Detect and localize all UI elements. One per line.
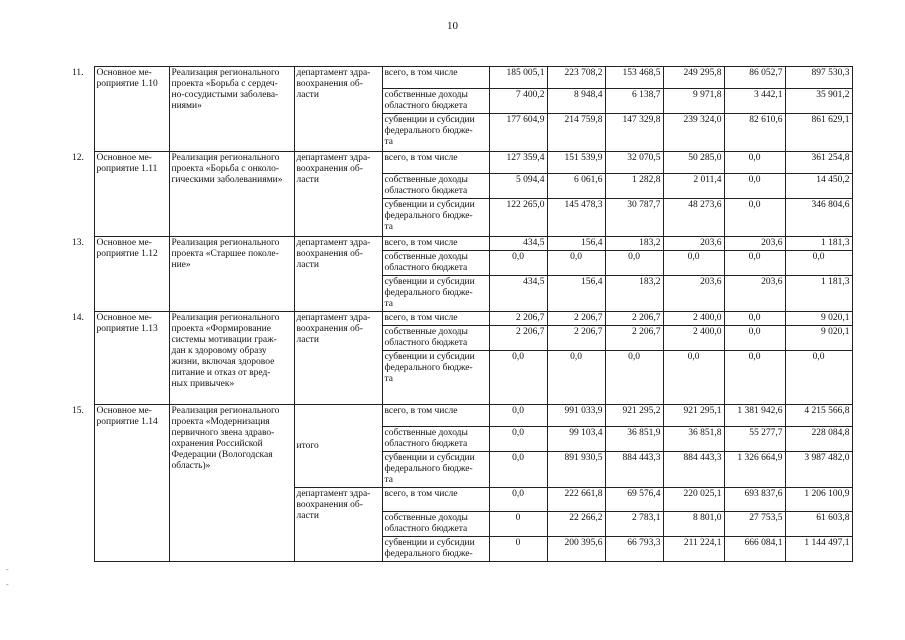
amount-cell: 99 103,4 bbox=[547, 427, 605, 452]
amount-cell: 891 930,5 bbox=[547, 452, 605, 488]
amount-cell: 122 265,0 bbox=[489, 199, 547, 237]
amount-cell: 223 708,2 bbox=[547, 67, 605, 89]
amount-cell: 897 530,3 bbox=[785, 67, 852, 89]
activity-description: Реализация регионального проекта «Борьба с онколо- гическими заболеваниями» bbox=[169, 152, 294, 237]
amount-cell: 203,6 bbox=[724, 237, 785, 251]
page-number: 10 bbox=[447, 20, 458, 32]
executor: департамент здра- воохранения об- ласти bbox=[294, 67, 382, 152]
amount-cell: 0,0 bbox=[663, 351, 724, 405]
amount-cell: 2 206,7 bbox=[547, 312, 605, 326]
executor: департамент здра- воохранения об- ласти bbox=[294, 312, 382, 405]
amount-cell: 0 bbox=[489, 512, 547, 537]
amount-cell: 0,0 bbox=[724, 251, 785, 276]
amount-cell: 214 759,8 bbox=[547, 114, 605, 152]
amount-cell: 1 381 942,6 bbox=[724, 405, 785, 427]
amount-cell: 147 329,8 bbox=[605, 114, 663, 152]
amount-cell: 3 442,1 bbox=[724, 89, 785, 114]
amount-cell: 127 359,4 bbox=[489, 152, 547, 174]
activity-description: Реализация регионального проекта «Формирование системы мотивации граж- дан к здоровому образу жизни, включая здоровое питание и отказ от вред- ных привычек» bbox=[169, 312, 294, 405]
activity-description: Реализация регионального проекта «Старшее поколе- ние» bbox=[169, 237, 294, 312]
amount-cell: 14 450,2 bbox=[785, 174, 852, 199]
funding-source: всего, в том числе bbox=[382, 405, 489, 427]
amount-cell: 434,5 bbox=[489, 276, 547, 312]
margin-mark: - bbox=[6, 580, 9, 589]
row-number-label: 14. bbox=[72, 312, 84, 323]
row-number-label: 15. bbox=[72, 405, 84, 416]
funding-source: всего, в том числе bbox=[382, 312, 489, 326]
amount-cell: 86 052,7 bbox=[724, 67, 785, 89]
amount-cell: 2 206,7 bbox=[489, 326, 547, 351]
amount-cell: 0,0 bbox=[489, 488, 547, 512]
amount-cell: 0,0 bbox=[489, 427, 547, 452]
executor: департамент здра- воохранения об- ласти bbox=[294, 152, 382, 237]
amount-cell: 0,0 bbox=[724, 174, 785, 199]
amount-cell: 884 443,3 bbox=[605, 452, 663, 488]
funding-source: собственные доходы областного бюджета bbox=[382, 427, 489, 452]
amount-cell: 1 282,8 bbox=[605, 174, 663, 199]
amount-cell: 66 793,3 bbox=[605, 537, 663, 562]
amount-cell: 1 181,3 bbox=[785, 237, 852, 251]
amount-cell: 346 804,6 bbox=[785, 199, 852, 237]
amount-cell: 249 295,8 bbox=[663, 67, 724, 89]
amount-cell: 0,0 bbox=[663, 251, 724, 276]
amount-cell: 1 181,3 bbox=[785, 276, 852, 312]
activity-name: Основное ме- роприятие 1.10 bbox=[94, 67, 169, 152]
activity-name: Основное ме- роприятие 1.14 bbox=[94, 405, 169, 562]
table-row bbox=[94, 152, 852, 174]
funding-source: всего, в том числе bbox=[382, 152, 489, 174]
amount-cell: 0,0 bbox=[724, 152, 785, 174]
activity-name: Основное ме- роприятие 1.12 bbox=[94, 237, 169, 312]
amount-cell: 2 011,4 bbox=[663, 174, 724, 199]
amount-cell: 861 629,1 bbox=[785, 114, 852, 152]
amount-cell: 69 576,4 bbox=[605, 488, 663, 512]
amount-cell: 27 753,5 bbox=[724, 512, 785, 537]
amount-cell: 991 033,9 bbox=[547, 405, 605, 427]
amount-cell: 22 266,2 bbox=[547, 512, 605, 537]
amount-cell: 2 400,0 bbox=[663, 326, 724, 351]
funding-source: собственные доходы областного бюджета bbox=[382, 251, 489, 276]
funding-source: субвенции и субсидии федерального бюдже- та bbox=[382, 452, 489, 488]
row-number-label: 13. bbox=[72, 237, 84, 248]
table-row bbox=[94, 237, 852, 251]
activity-name: Основное ме- роприятие 1.11 bbox=[94, 152, 169, 237]
table-row bbox=[94, 405, 852, 427]
activity-description: Реализация регионального проекта «Модернизация первичного звена здраво- охранения Российской Федерации (Вологодская область)» bbox=[169, 405, 294, 562]
table-row bbox=[94, 67, 852, 89]
executor: итого bbox=[294, 405, 382, 488]
amount-cell: 203,6 bbox=[724, 276, 785, 312]
amount-cell: 0,0 bbox=[605, 251, 663, 276]
budget-table bbox=[72, 66, 853, 562]
amount-cell: 0,0 bbox=[489, 452, 547, 488]
amount-cell: 921 295,2 bbox=[605, 405, 663, 427]
amount-cell: 361 254,8 bbox=[785, 152, 852, 174]
table-row bbox=[94, 312, 852, 326]
amount-cell: 0,0 bbox=[724, 326, 785, 351]
funding-source: субвенции и субсидии федерального бюдже- та bbox=[382, 276, 489, 312]
amount-cell: 666 084,1 bbox=[724, 537, 785, 562]
amount-cell: 2 206,7 bbox=[547, 326, 605, 351]
amount-cell: 200 395,6 bbox=[547, 537, 605, 562]
amount-cell: 32 070,5 bbox=[605, 152, 663, 174]
amount-cell: 434,5 bbox=[489, 237, 547, 251]
row-number-label: 12. bbox=[72, 152, 84, 163]
amount-cell: 153 468,5 bbox=[605, 67, 663, 89]
amount-cell: 6 061,6 bbox=[547, 174, 605, 199]
amount-cell: 1 144 497,1 bbox=[785, 537, 852, 562]
amount-cell: 36 851,8 bbox=[663, 427, 724, 452]
amount-cell: 220 025,1 bbox=[663, 488, 724, 512]
amount-cell: 8 948,4 bbox=[547, 89, 605, 114]
funding-source: субвенции и субсидии федерального бюдже- та bbox=[382, 199, 489, 237]
amount-cell: 0 bbox=[489, 537, 547, 562]
funding-source: субвенции и субсидии федерального бюдже- та bbox=[382, 351, 489, 405]
amount-cell: 0,0 bbox=[605, 351, 663, 405]
amount-cell: 156,4 bbox=[547, 237, 605, 251]
funding-source: всего, в том числе bbox=[382, 237, 489, 251]
amount-cell: 2 783,1 bbox=[605, 512, 663, 537]
amount-cell: 5 094,4 bbox=[489, 174, 547, 199]
amount-cell: 35 901,2 bbox=[785, 89, 852, 114]
activity-description: Реализация регионального проекта «Борьба с сердеч- но-сосудистыми заболева- ниями» bbox=[169, 67, 294, 152]
amount-cell: 183,2 bbox=[605, 237, 663, 251]
funding-source: собственные доходы областного бюджета bbox=[382, 89, 489, 114]
funding-source: субвенции и субсидии федерального бюдже- bbox=[382, 537, 489, 562]
amount-cell: 82 610,6 bbox=[724, 114, 785, 152]
amount-cell: 222 661,8 bbox=[547, 488, 605, 512]
amount-cell: 36 851,9 bbox=[605, 427, 663, 452]
row-number-label: 11. bbox=[72, 67, 84, 78]
amount-cell: 228 084,8 bbox=[785, 427, 852, 452]
amount-cell: 30 787,7 bbox=[605, 199, 663, 237]
funding-source: всего, в том числе bbox=[382, 67, 489, 89]
amount-cell: 0,0 bbox=[724, 199, 785, 237]
activity-name: Основное ме- роприятие 1.13 bbox=[94, 312, 169, 405]
amount-cell: 7 400,2 bbox=[489, 89, 547, 114]
amount-cell: 6 138,7 bbox=[605, 89, 663, 114]
amount-cell: 48 273,6 bbox=[663, 199, 724, 237]
margin-mark: - bbox=[6, 565, 9, 574]
amount-cell: 0,0 bbox=[489, 251, 547, 276]
amount-cell: 2 206,7 bbox=[489, 312, 547, 326]
funding-source: субвенции и субсидии федерального бюдже- та bbox=[382, 114, 489, 152]
amount-cell: 9 020,1 bbox=[785, 312, 852, 326]
amount-cell: 3 987 482,0 bbox=[785, 452, 852, 488]
amount-cell: 203,6 bbox=[663, 237, 724, 251]
funding-source: собственные доходы областного бюджета bbox=[382, 512, 489, 537]
amount-cell: 0,0 bbox=[724, 312, 785, 326]
amount-cell: 183,2 bbox=[605, 276, 663, 312]
amount-cell: 0,0 bbox=[724, 351, 785, 405]
amount-cell: 61 603,8 bbox=[785, 512, 852, 537]
amount-cell: 151 539,9 bbox=[547, 152, 605, 174]
executor: департамент здра- воохранения об- ласти bbox=[294, 488, 382, 562]
amount-cell: 145 478,3 bbox=[547, 199, 605, 237]
amount-cell: 1 206 100,9 bbox=[785, 488, 852, 512]
amount-cell: 1 326 664,9 bbox=[724, 452, 785, 488]
amount-cell: 0,0 bbox=[489, 351, 547, 405]
amount-cell: 2 400,0 bbox=[663, 312, 724, 326]
amount-cell: 0,0 bbox=[547, 251, 605, 276]
amount-cell: 921 295,1 bbox=[663, 405, 724, 427]
funding-source: собственные доходы областного бюджета bbox=[382, 326, 489, 351]
amount-cell: 2 206,7 bbox=[605, 326, 663, 351]
amount-cell: 0,0 bbox=[785, 251, 852, 276]
amount-cell: 156,4 bbox=[547, 276, 605, 312]
amount-cell: 8 801,0 bbox=[663, 512, 724, 537]
amount-cell: 55 277,7 bbox=[724, 427, 785, 452]
amount-cell: 185 005,1 bbox=[489, 67, 547, 89]
amount-cell: 884 443,3 bbox=[663, 452, 724, 488]
funding-source: собственные доходы областного бюджета bbox=[382, 174, 489, 199]
amount-cell: 0,0 bbox=[489, 405, 547, 427]
amount-cell: 9 020,1 bbox=[785, 326, 852, 351]
amount-cell: 9 971,8 bbox=[663, 89, 724, 114]
amount-cell: 50 285,0 bbox=[663, 152, 724, 174]
amount-cell: 693 837,6 bbox=[724, 488, 785, 512]
amount-cell: 203,6 bbox=[663, 276, 724, 312]
amount-cell: 4 215 566,8 bbox=[785, 405, 852, 427]
amount-cell: 0,0 bbox=[785, 351, 852, 405]
funding-source: всего, в том числе bbox=[382, 488, 489, 512]
amount-cell: 239 324,0 bbox=[663, 114, 724, 152]
amount-cell: 0,0 bbox=[547, 351, 605, 405]
executor: департамент здра- воохранения об- ласти bbox=[294, 237, 382, 312]
amount-cell: 177 604,9 bbox=[489, 114, 547, 152]
amount-cell: 2 206,7 bbox=[605, 312, 663, 326]
amount-cell: 211 224,1 bbox=[663, 537, 724, 562]
